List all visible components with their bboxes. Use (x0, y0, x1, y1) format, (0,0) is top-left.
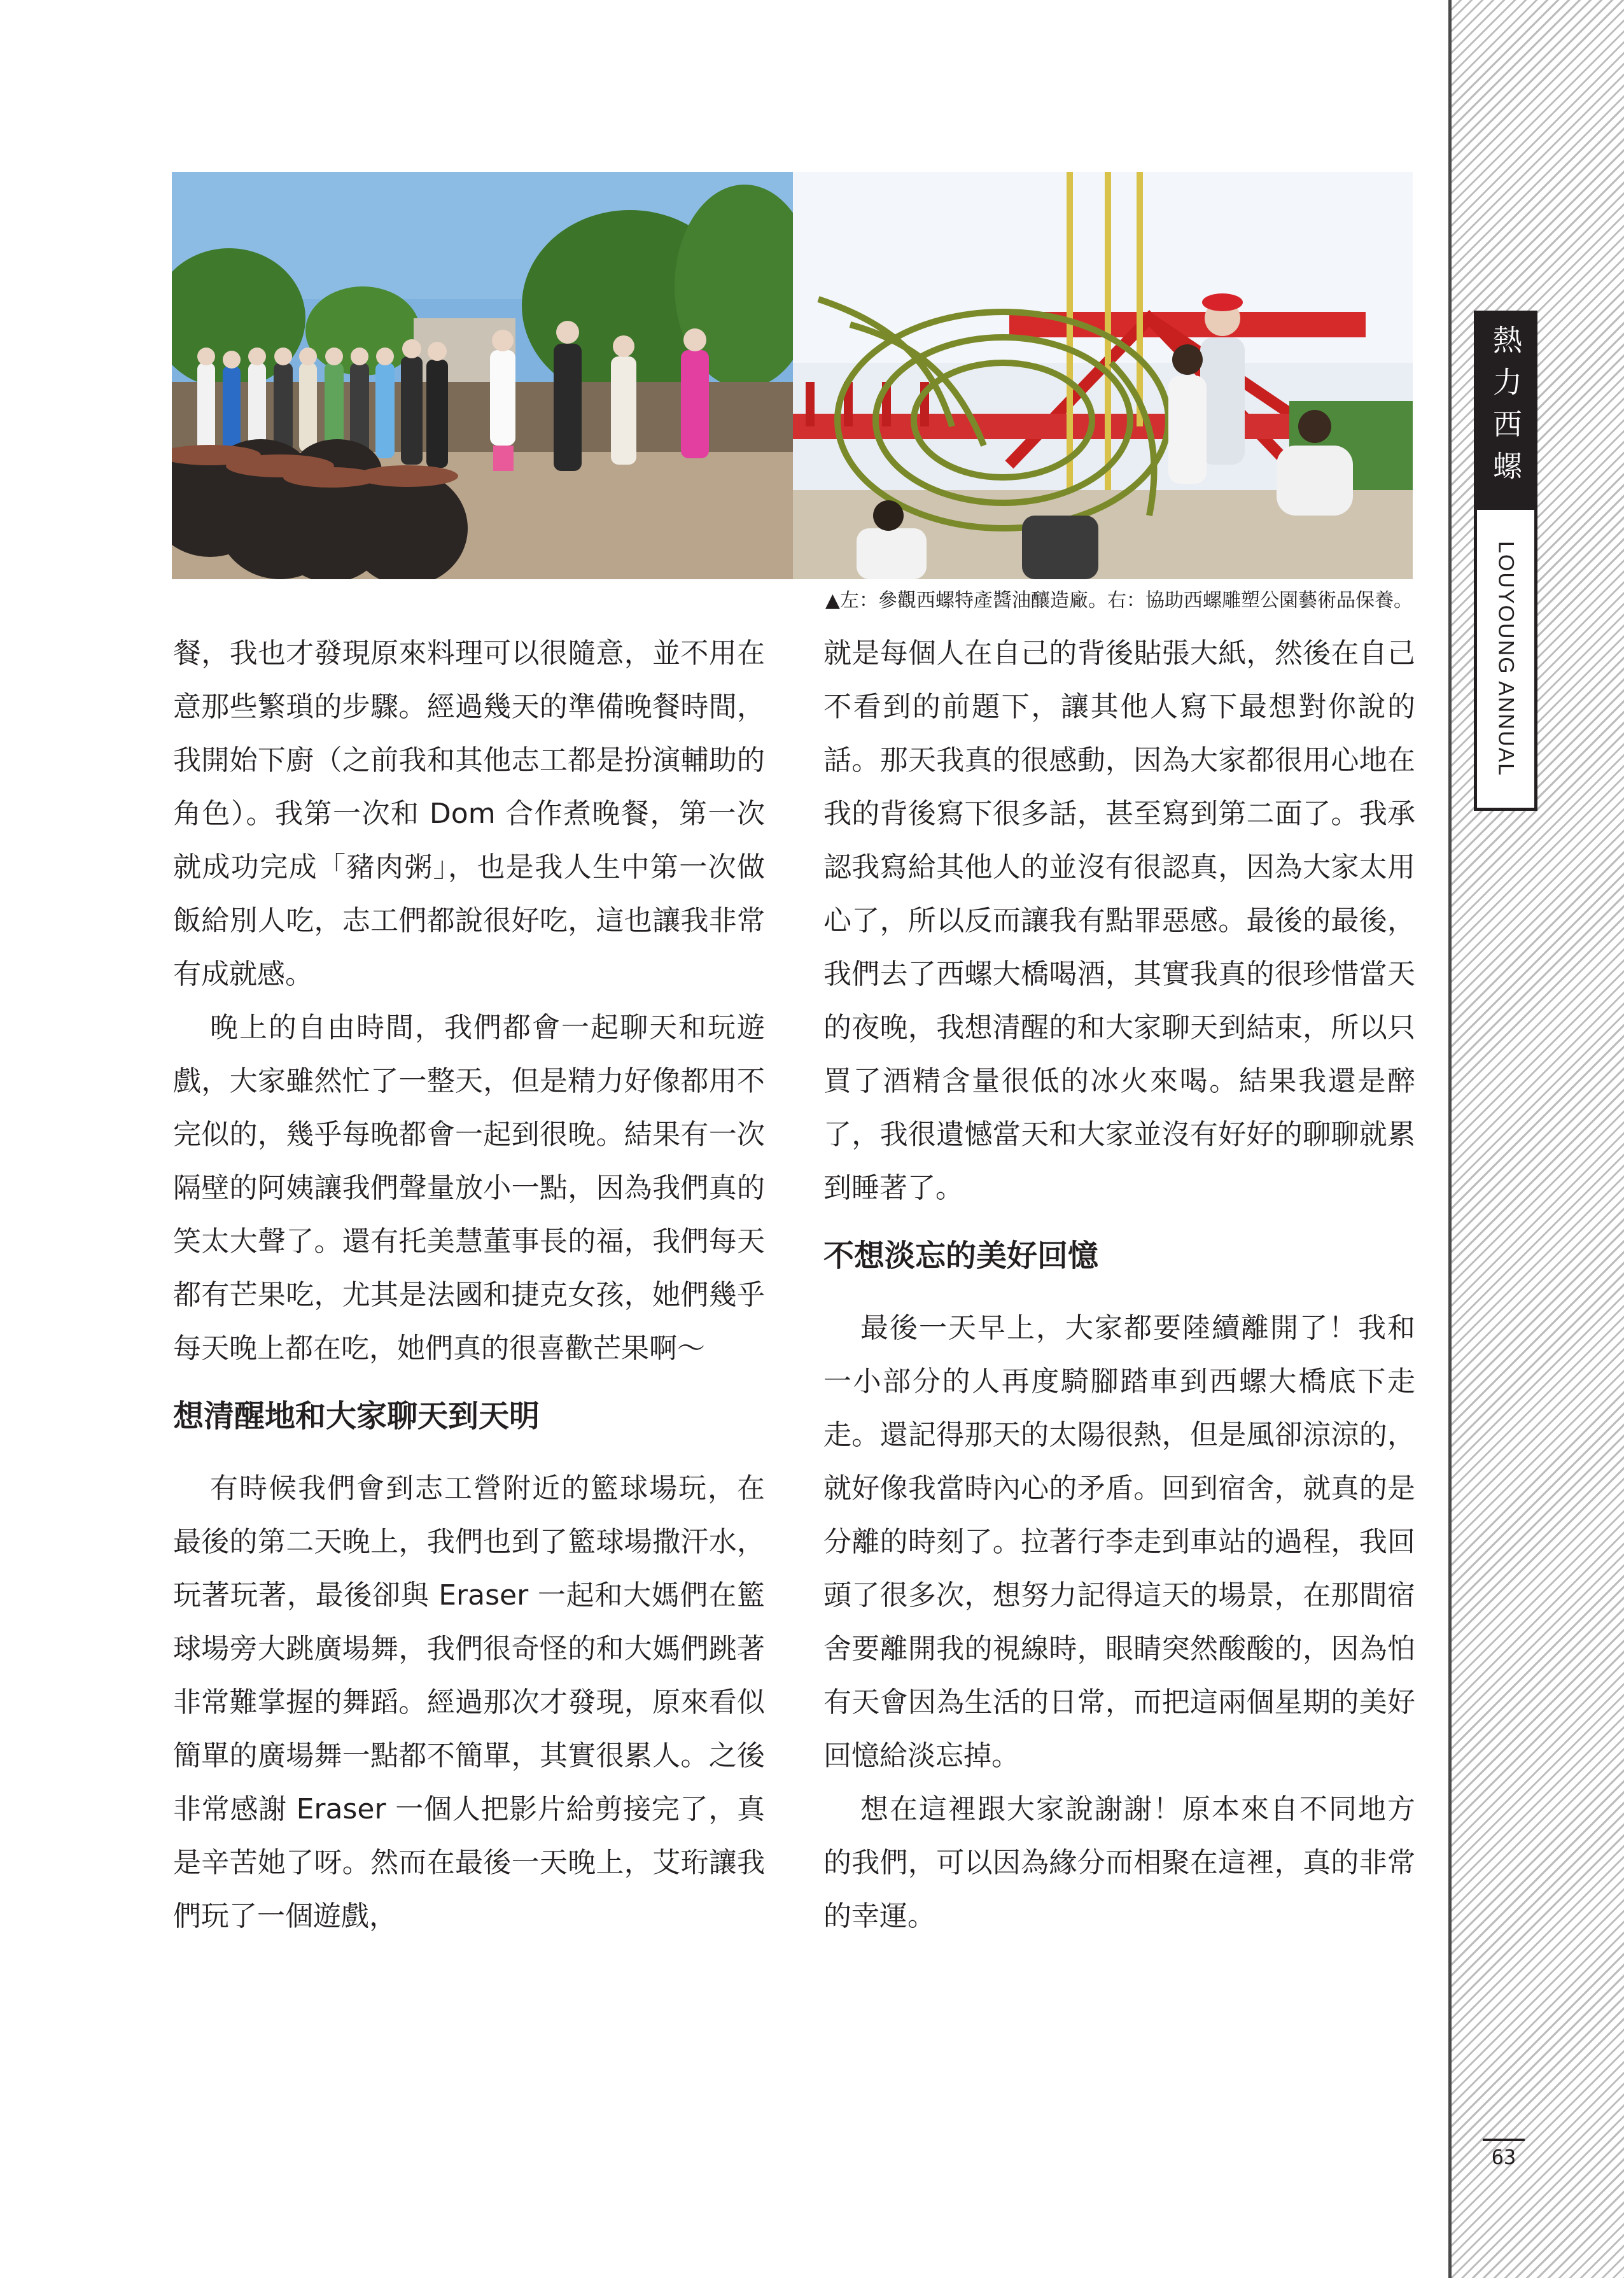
paragraph: 有時候我們會到志工營附近的籃球場玩，在最後的第二天晚上，我們也到了籃球場撒汗水，玩著玩著，最後卻與 Eraser 一起和大媽們在籃球場旁大跳廣場舞，我們很奇怪的和大媽們跳著非常難掌握的舞蹈。經過那次才發現，原來看似簡單的廣場舞一點都不簡單，其實很累人。之後非常感謝 Eraser 一個人把影片給剪接完了，真是辛苦她了呀。然而在最後一天晚上，艾珩讓我們玩了一個遊戲， (173, 1472, 765, 1932)
paragraph: 餐，我也才發現原來料理可以很隨意，並不用在意那些繁瑣的步驟。經過幾天的準備晚餐時間，我開始下廚（之前我和其他志工都是扮演輔助的角色）。我第一次和 Dom 合作煮晚餐，第一次就成功完成「豬肉粥」，也是我人生中第一次做飯給別人吃，志工們都說很好吃，這也讓我非常有成就感。 (173, 637, 765, 990)
paragraph: 最後一天早上，大家都要陸續離開了！我和一小部分的人再度騎腳踏車到西螺大橋底下走走。還記得那天的太陽很熱，但是風卻涼涼的，就好像我當時內心的矛盾。回到宿舍，就真的是分離的時刻了。拉著行李走到車站的過程，我回頭了很多次，想努力記得這天的場景，在那間宿舍要離開我的視線時，眼睛突然酸酸的，因為怕有天會因為生活的日常，而把這兩個星期的美好回憶給淡忘掉。 (823, 1312, 1415, 1772)
right-text-column (823, 627, 1415, 1943)
photo-sculpture-park (793, 172, 1413, 579)
section-heading: 想清醒地和大家聊天到天明 (173, 1398, 540, 1434)
section-tab-title-text: 熱力西螺 (1488, 325, 1523, 493)
section-tab-subtitle (1474, 507, 1537, 811)
paragraph: 晚上的自由時間，我們都會一起聊天和玩遊戲，大家雖然忙了一整天，但是精力好像都用不完似的，幾乎每晚都會一起到很晚。結果有一次隔壁的阿姨讓我們聲量放小一點，因為我們真的笑太大聲了。還有托美慧董事長的福，我們每天都有芒果吃，尤其是法國和捷克女孩，她們幾乎每天晚上都在吃，她們真的很喜歡芒果啊～ (173, 1011, 765, 1365)
paragraph: 想在這裡跟大家說謝謝！原本來自不同地方的我們，可以因為緣分而相聚在這裡，真的非常的幸運。 (823, 1793, 1415, 1932)
section-tab-title (1474, 311, 1537, 507)
photo-soy-sauce-brewery (172, 172, 793, 579)
section-tab-subtitle-text: LOUYOUNG ANNUAL (1494, 540, 1518, 777)
photo-caption: ▲左：參觀西螺特產醬油釀造廠。右：協助西螺雕塑公園藝術品保養。 (825, 589, 1413, 612)
section-heading: 不想淡忘的美好回憶 (823, 1238, 1099, 1274)
left-text-column (173, 627, 765, 1943)
paragraph: 就是每個人在自己的背後貼張大紙，然後在自己不看到的前題下，讓其他人寫下最想對你說的話。那天我真的很感動，因為大家都很用心地在我的背後寫下很多話，甚至寫到第二面了。我承認我寫給其他人的並沒有很認真，因為大家太用心了，所以反而讓我有點罪惡感。最後的最後，我們去了西螺大橋喝酒，其實我真的很珍惜當天的夜晚，我想清醒的和大家聊天到結束，所以只買了酒精含量很低的冰火來喝。結果我還是醉了，我很遺憾當天和大家並沒有好好的聊聊就累到睡著了。 (823, 637, 1415, 1204)
page-number: 63 (1483, 2139, 1525, 2169)
